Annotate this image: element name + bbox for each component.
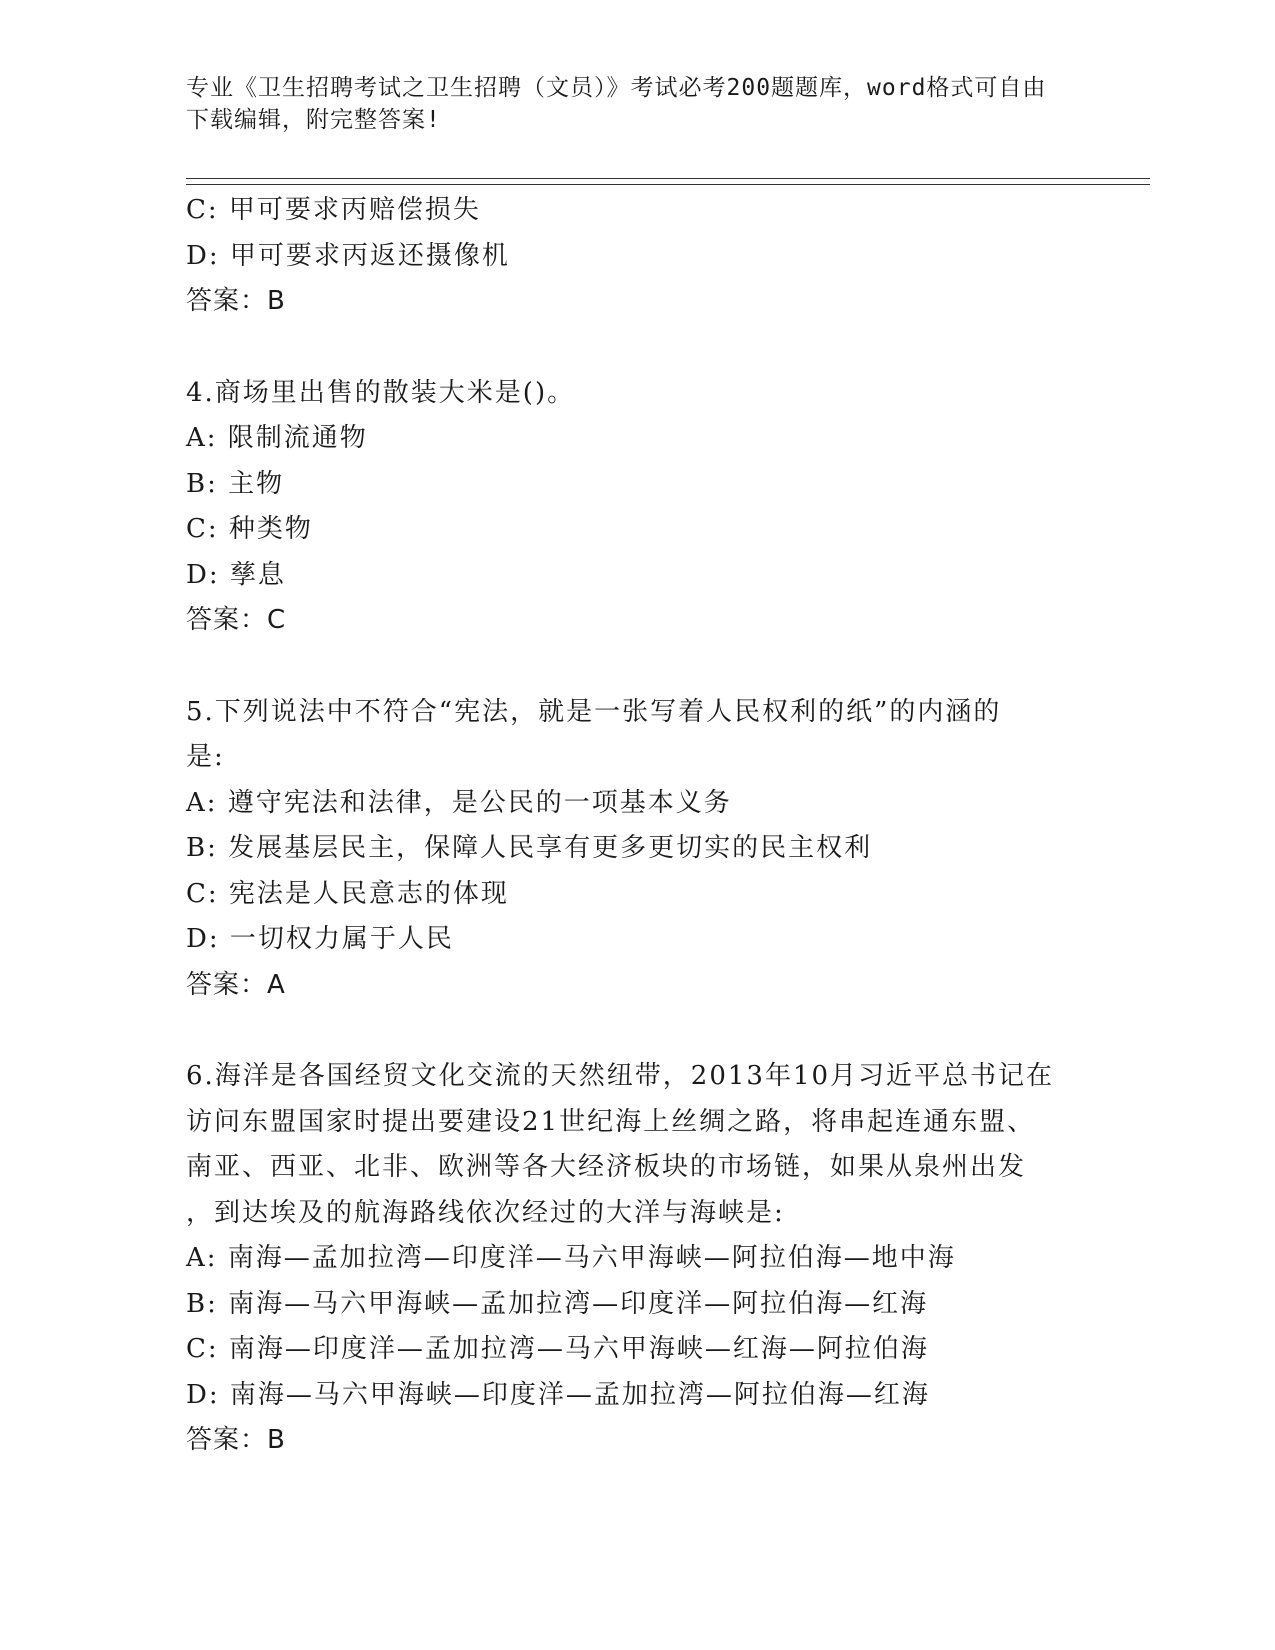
question-stem: 是: [186,742,225,772]
option-line: C: 甲可要求丙赔偿损失 [186,195,481,225]
option-line: A: 南海—孟加拉湾—印度洋—马六甲海峡—阿拉伯海—地中海 [186,1243,956,1273]
option-line: D: 甲可要求丙返还摄像机 [186,240,510,271]
header-divider-top [186,178,1150,179]
answer-line: 答案：C [186,605,287,635]
answer-line: 答案：A [186,969,286,1000]
option-line: D: 一切权力属于人民 [186,924,454,954]
option-line: A: 限制流通物 [186,423,368,453]
question-stem: 4.商场里出售的散装大米是()。 [186,377,576,408]
answer-line: 答案：B [186,286,286,316]
option-line: D: 孳息 [186,559,286,590]
spacer [186,325,1086,371]
option-line: B: 主物 [186,468,285,499]
question-stem: ，到达埃及的航海路线依次经过的大洋与海峡是: [186,1197,785,1228]
question-stem: 5.下列说法中不符合“宪法，就是一张写着人民权利的纸”的内涵的 [186,696,1002,727]
option-line: A: 遵守宪法和法律，是公民的一项基本义务 [186,787,732,818]
carryover-block [186,188,1086,325]
question-stem: 访问东盟国家时提出要建设21世纪海上丝绸之路，将串起连通东盟、 [186,1106,1036,1137]
question-stem: 南亚、西亚、北非、欧洲等各大经济板块的市场链，如果从泉州出发 [186,1152,1027,1182]
option-line: C: 宪法是人民意志的体现 [186,878,509,909]
option-line: C: 种类物 [186,514,313,544]
question-stem: 6.海洋是各国经贸文化交流的天然纽带，2013年10月习近平总书记在 [186,1061,1055,1091]
option-line: B: 南海—马六甲海峡—孟加拉湾—印度洋—阿拉伯海—红海 [186,1288,929,1319]
document-header: 专业《卫生招聘考试之卫生招聘（文员）》考试必考200题题库，word格式可自由下载编辑，附完整答案! [186,75,1047,133]
option-line: B: 发展基层民主，保障人民享有更多更切实的民主权利 [186,833,873,863]
question-block-6 [186,1054,1086,1464]
header-divider-bottom [186,184,1150,185]
question-block-4 [186,371,1086,644]
question-content [186,188,1086,1464]
answer-line: 答案：B [186,1425,286,1455]
question-block-5 [186,690,1086,1009]
option-line: D: 南海—马六甲海峡—印度洋—孟加拉湾—阿拉伯海—红海 [186,1379,930,1410]
spacer [186,1008,1086,1054]
spacer [186,644,1086,690]
option-line: C: 南海—印度洋—孟加拉湾—马六甲海峡—红海—阿拉伯海 [186,1334,929,1364]
